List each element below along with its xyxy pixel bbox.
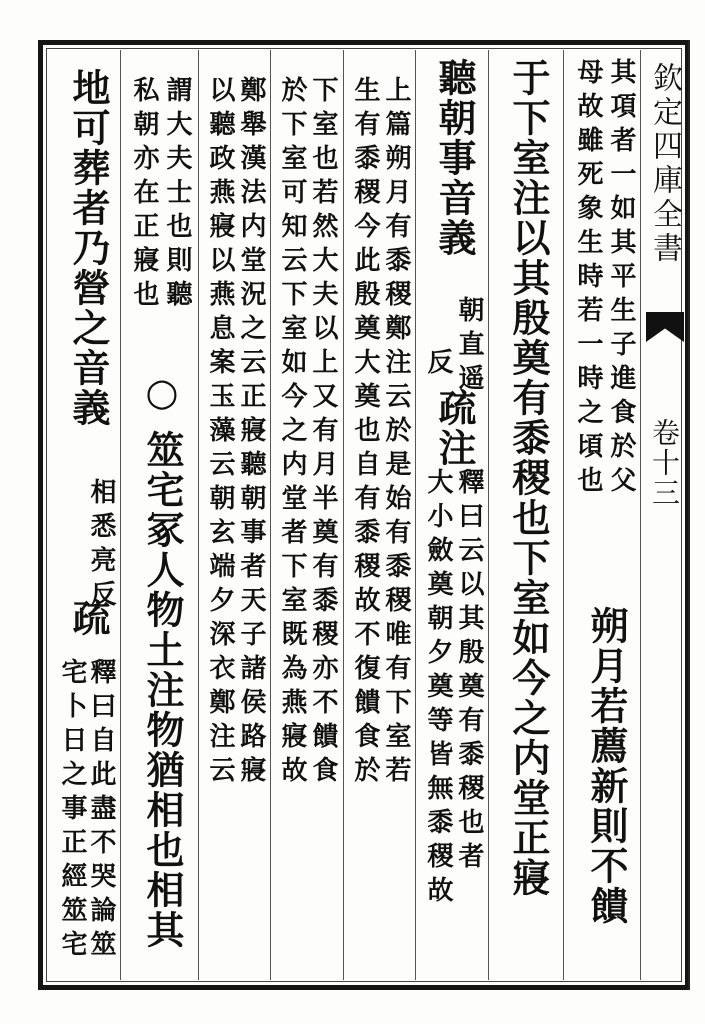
page-edge-line <box>688 40 690 990</box>
column-rule <box>198 50 199 980</box>
main-text: 疏 <box>66 598 111 638</box>
main-text: 聽朝事音義 <box>432 58 477 258</box>
annotation-line-right: 朝直遥 <box>454 296 484 398</box>
annotation-line-right: 釋曰云以其殷奠有黍稷也者 <box>454 468 484 876</box>
column-rule <box>488 50 489 980</box>
volume-label: 卷十三 <box>648 418 681 508</box>
annotation-line-left: 宅卜日之事正經筮宅 <box>57 658 87 964</box>
text-column-8 <box>54 58 118 978</box>
main-text: 地可葬者乃營之音義 <box>66 68 111 428</box>
column-rule <box>415 50 416 980</box>
annotation-line-left: 反 <box>423 348 453 382</box>
annotation-line-right: 上篇朔月有黍稷鄭注云於是始有黍稷唯有下室若 <box>381 76 411 790</box>
annotation-line-left: 以聽政燕寢以燕息案玉藻云朝玄端夕深衣鄭注云 <box>205 76 235 790</box>
annotation-line-right: 釋曰自此盡不哭論筮 <box>86 658 116 964</box>
text-column-6 <box>202 58 268 978</box>
annotation-line-right: 鄭舉漢法内堂況之云正寢聽朝事者天子諸侯路寢 <box>236 76 266 790</box>
column-rule <box>343 50 344 980</box>
book-title: 欽定四庫全書 <box>647 62 682 266</box>
text-column-5 <box>274 58 340 978</box>
annotation-line-right: 其項者一如其平生子進食於父 <box>606 58 636 500</box>
column-rule <box>120 50 121 980</box>
annotation-line-right: 相悉亮反 <box>86 478 116 614</box>
column-rule <box>640 50 641 980</box>
main-text: 朔月若薦新則不饋 <box>584 606 629 926</box>
main-text: 筮宅冢人物土注物猶相也相其 <box>140 430 185 950</box>
text-column-2: 于下室注以其殷奠有黍稷也下室如今之内堂正寢 <box>506 58 551 898</box>
annotation-line-right: 下室也若然大夫以上又有月半奠有黍稷亦不饋食 <box>308 76 338 790</box>
annotation-line-left: 大小斂奠朝夕奠等皆無黍稷故 <box>423 468 453 910</box>
annotation-line-left: 私朝亦在正寢也 <box>129 76 159 314</box>
text-column-3 <box>420 58 486 978</box>
text-column-4 <box>347 58 413 978</box>
text-column-7 <box>126 58 194 978</box>
column-rule <box>270 50 271 980</box>
text-column-1 <box>570 58 638 978</box>
annotation-line-left: 母故雖死象生時若一時之頃也 <box>573 58 603 500</box>
column-rule <box>563 50 564 980</box>
section-circle-mark: ○ <box>140 370 184 416</box>
annotation-line-left: 於下室可知云下室如今之内堂者下室既為燕寢故 <box>277 76 307 790</box>
annotation-line-left: 生有黍稷今此殷奠大奠也自有黍稷故不復饋食於 <box>350 76 380 790</box>
annotation-line-right: 謂大夫士也則聽 <box>162 76 192 314</box>
main-text: 疏注 <box>432 388 477 468</box>
